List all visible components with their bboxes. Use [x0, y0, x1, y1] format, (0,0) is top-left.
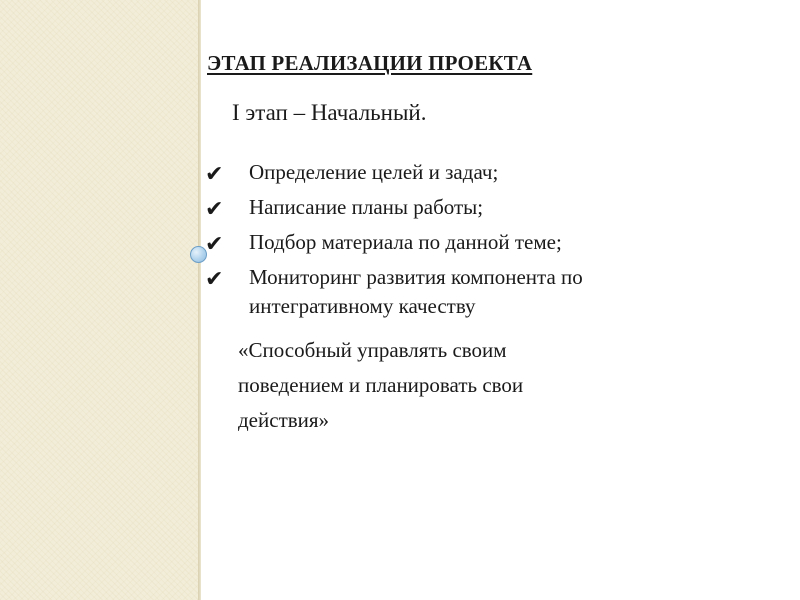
checkmark-icon: ✔ [205, 161, 224, 186]
slide-subtitle: I этап – Начальный. [232, 100, 427, 125]
slide-title: ЭТАП РЕАЛИЗАЦИИ ПРОЕКТА [207, 51, 533, 75]
list-item-text: Определение целей и задач; [249, 160, 499, 184]
checklist [205, 158, 685, 327]
list-item-text: Мониторинг развития компонента по интегративному качеству [249, 265, 583, 318]
list-item [205, 263, 685, 321]
side-panel [0, 0, 198, 600]
checkmark-icon: ✔ [205, 266, 224, 291]
quote-line: действия» [238, 408, 330, 432]
list-item-text: Подбор материала по данной теме; [249, 230, 562, 254]
quote-line: «Способный управлять своим [238, 338, 507, 362]
checkmark-icon: ✔ [205, 231, 224, 256]
quote-line: поведением и планировать свои [238, 373, 524, 397]
side-panel-border [198, 0, 201, 600]
list-item [205, 193, 685, 222]
list-item [205, 158, 685, 187]
list-item-text: Написание планы работы; [249, 195, 484, 219]
checkmark-icon: ✔ [205, 196, 224, 221]
list-item [205, 228, 685, 257]
quote-block [238, 333, 678, 438]
